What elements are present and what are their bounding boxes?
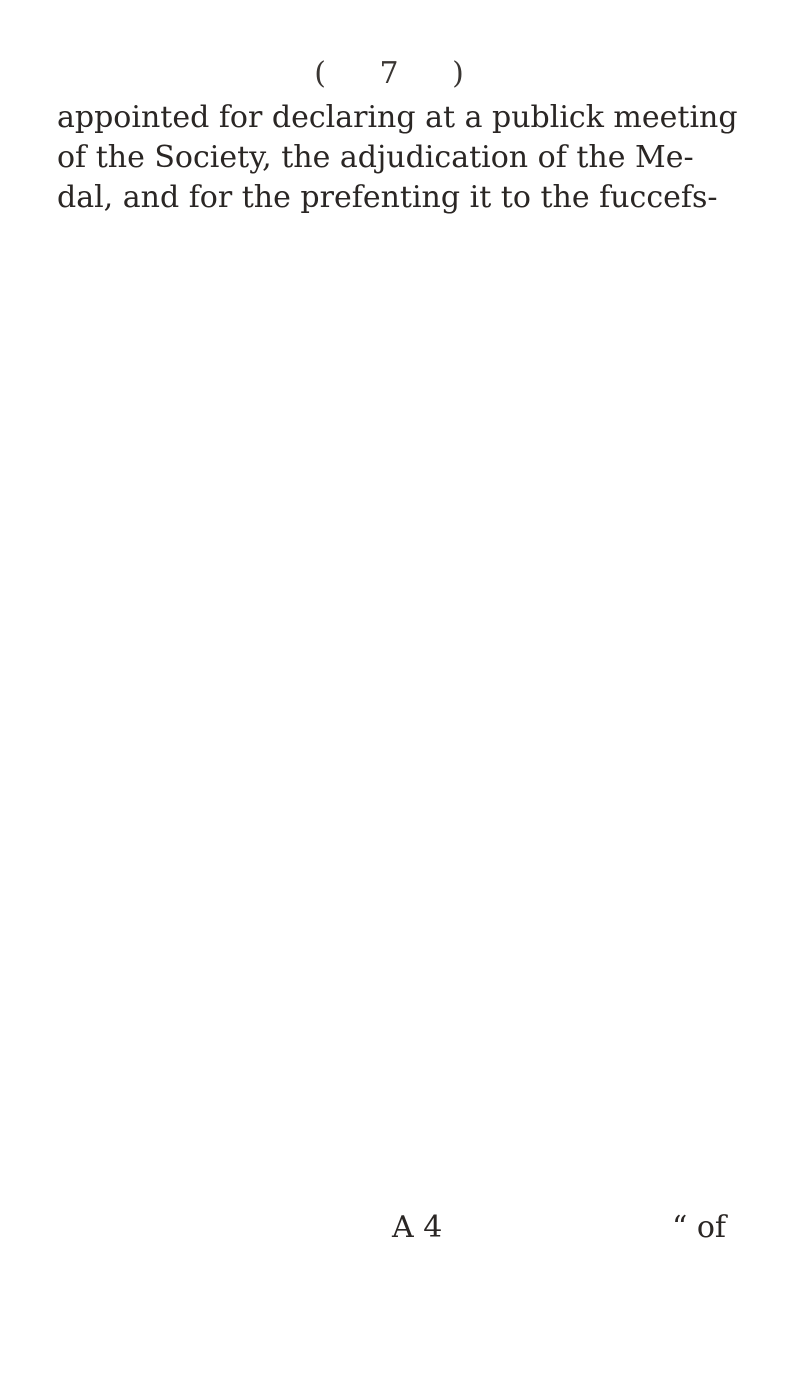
catchword: “ of	[672, 1210, 727, 1245]
text-run: dal, and for the prefenting it to the fuccefs-	[57, 180, 718, 215]
paragraph1-line	[57, 138, 747, 178]
signature-mark: A 4	[392, 1210, 443, 1245]
paragraph1-line	[57, 178, 747, 218]
text-run: appointed for declaring at a publick meeting	[57, 100, 738, 135]
page-number: ( 7 )	[314, 56, 486, 91]
text-run: of the Society, the adjudication of the Me-	[57, 140, 694, 175]
paragraph1-line	[57, 98, 747, 138]
